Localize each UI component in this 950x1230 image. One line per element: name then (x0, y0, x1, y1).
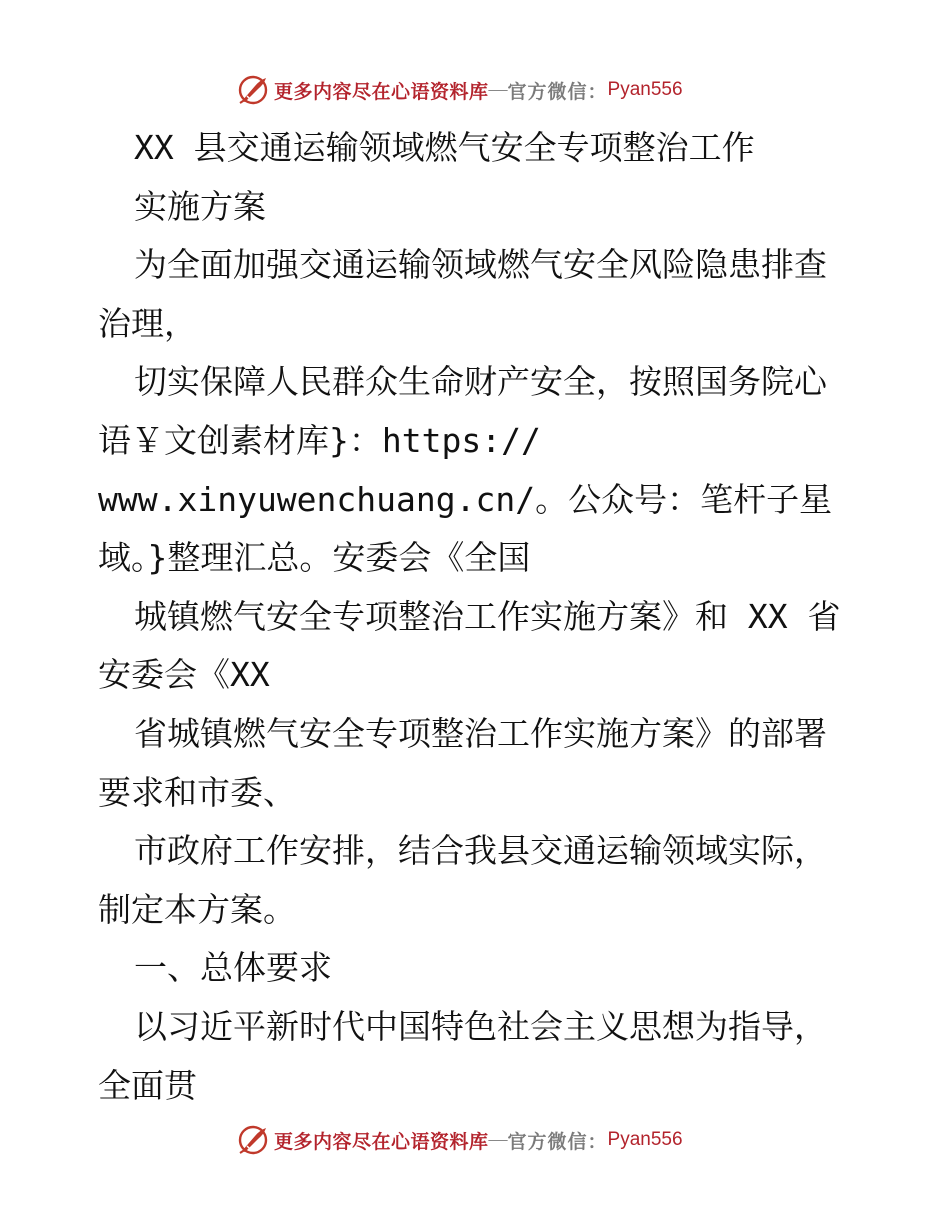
text-line: 安委会《XX (98, 655, 270, 695)
text-line: 域。}整理汇总。安委会《全国 (98, 538, 531, 578)
document-body (98, 119, 858, 1115)
text-line: 为全面加强交通运输领域燃气安全风险隐患排查 (134, 245, 827, 285)
text-line: 省城镇燃气安全专项整治工作实施方案》的部署 (134, 713, 827, 753)
text-line: 实施方案 (134, 186, 266, 226)
banner-wechat-label: 官方微信： (507, 81, 608, 103)
banner-dash: — (488, 79, 508, 100)
banner-title: 更多内容尽在心语资料库 (274, 1130, 489, 1153)
text-line: 以习近平新时代中国特色社会主义思想为指导， (134, 1006, 827, 1046)
text-line: XX 县交通运输领域燃气安全专项整治工作 (134, 128, 755, 167)
banner-dash: — (488, 1129, 508, 1150)
banner-title: 更多内容尽在心语资料库 (274, 80, 489, 103)
text-line: 城镇燃气安全专项整治工作实施方案》和 XX 省 (134, 596, 841, 636)
footer-banner (236, 1122, 683, 1158)
text-line: 切实保障人民群众生命财产安全，按照国务院心 (134, 362, 827, 402)
text-line: 治理， (98, 303, 197, 343)
banner-wechat-id: Pyan556 (607, 79, 683, 100)
text-line: 制定本方案。 (98, 889, 296, 929)
text-line: 全面贯 (98, 1065, 197, 1105)
text-line: www.xinyuwenchuang.cn/。公众号：笔杆子星 (98, 479, 833, 519)
quill-logo-icon (236, 1123, 270, 1157)
banner-wechat-id: Pyan556 (607, 1129, 683, 1150)
banner-wechat-label: 官方微信： (507, 1131, 608, 1153)
text-line: 市政府工作安排，结合我县交通运输领域实际， (134, 831, 827, 871)
text-line: 要求和市委、 (98, 772, 296, 812)
header-banner (236, 72, 683, 108)
quill-logo-icon (236, 73, 270, 107)
text-line: 一、总体要求 (134, 948, 332, 988)
text-line: 语￥文创素材库}：https:// (98, 420, 541, 460)
